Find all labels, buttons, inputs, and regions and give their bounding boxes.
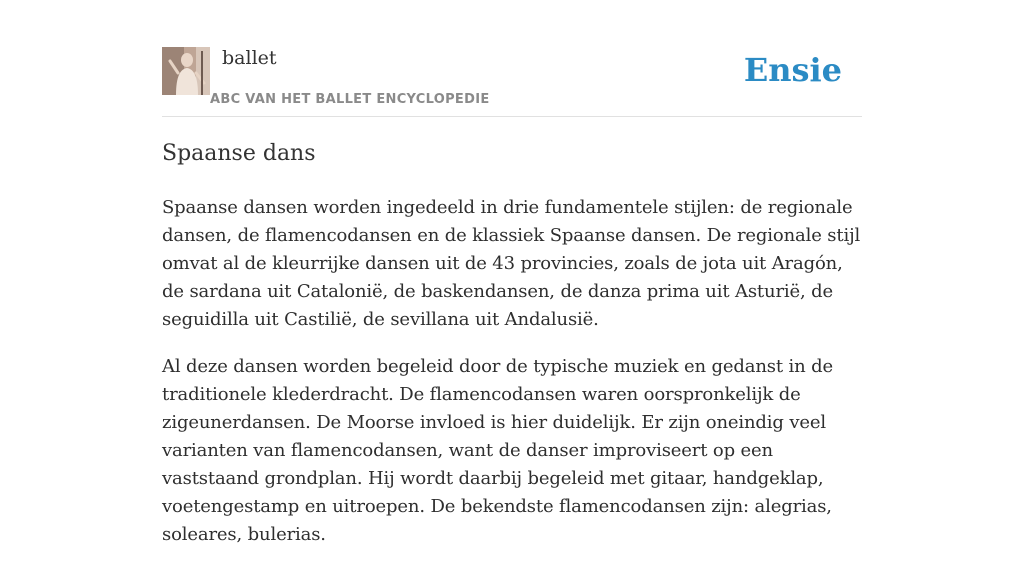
article-paragraph-1: Spaanse dansen worden ingedeeld in drie fundamentele stijlen: de regionale dansen, de flamencodansen en de klassiek Spaanse dansen. De regionale stijl omvat al de kleurrijke dansen uit de 43 provincies, zoals de jota uit Aragón, de sardana uit Catalonië, de baskendansen, de danza prima uit Asturië, de seguidilla uit Castilië, de sevillana uit Andalusië.	[162, 197, 861, 330]
source-title[interactable]: ABC VAN HET BALLET ENCYCLOPEDIE	[210, 92, 490, 107]
ensie-logo[interactable]: Ensie	[743, 51, 842, 89]
category-name[interactable]: ballet	[222, 47, 277, 69]
article-paragraph-2: Al deze dansen worden begeleid door de typische muziek en gedanst in de traditionele klederdracht. De flamencodansen waren oorspronkelijk de zigeunerdansen. De Moorse invloed is hier duidelijk. Er zijn oneindig veel varianten van flamencodansen, want de danser improviseert op een vaststaand grondplan. Hij wordt daarbij begeleid met gitaar, handgeklap, voetengestamp en uitroepen. De bekendste flamencodansen zijn: alegrias, soleares, bulerias.	[162, 356, 834, 545]
ballet-dancer-icon	[162, 47, 210, 95]
article	[162, 138, 862, 568]
avatar[interactable]	[162, 47, 210, 95]
header	[162, 46, 862, 117]
article-title: Spaanse dans	[162, 141, 316, 166]
